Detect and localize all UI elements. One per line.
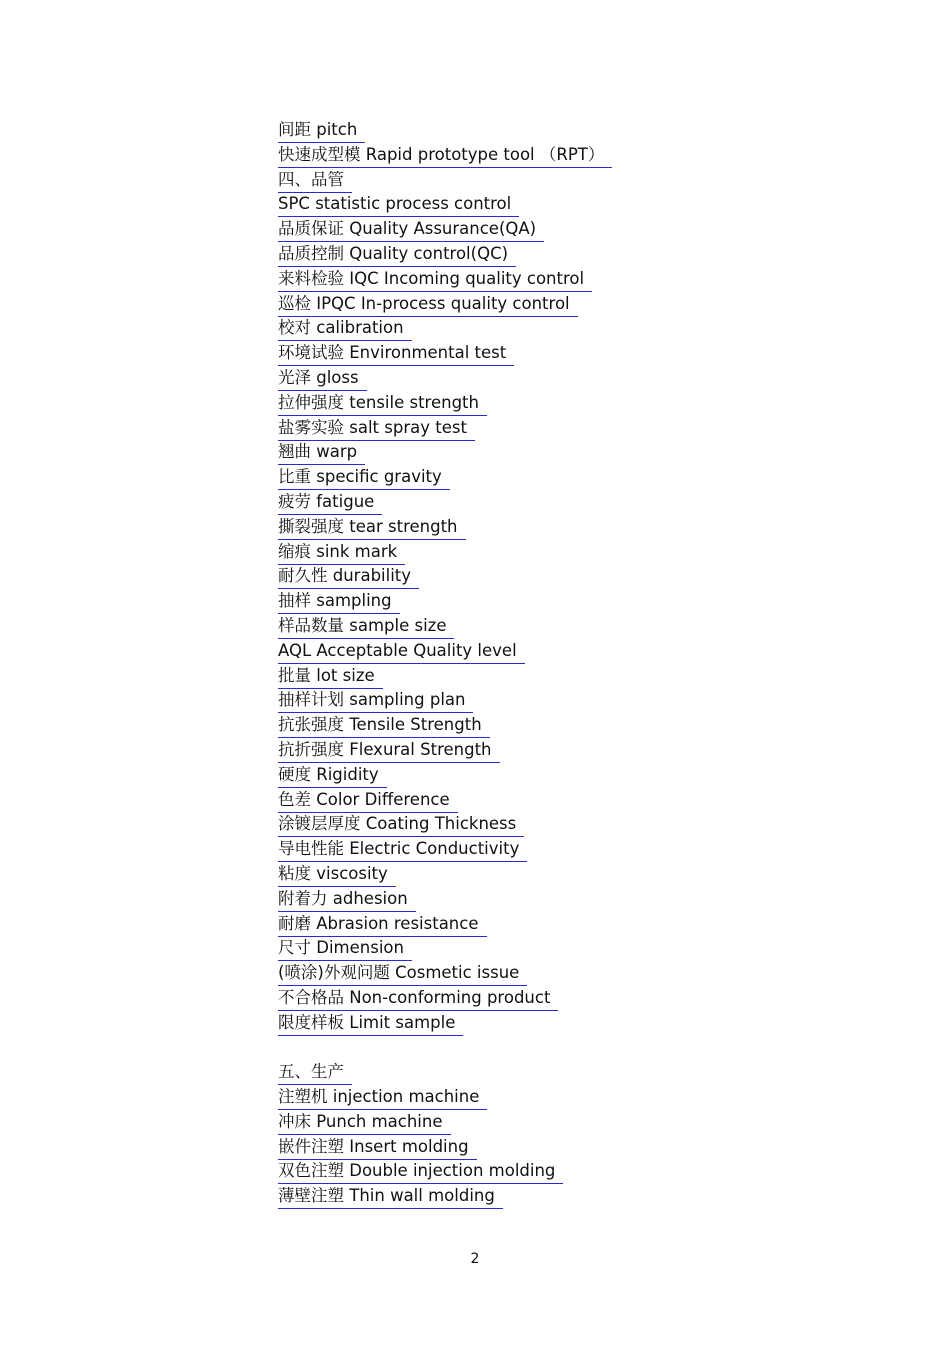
glossary-column xyxy=(278,118,878,1209)
glossary-line xyxy=(278,316,878,341)
glossary-line xyxy=(278,912,878,937)
term: 来料检验 IQC Incoming quality control xyxy=(278,267,592,292)
section-heading xyxy=(278,1060,878,1085)
glossary-line xyxy=(278,1135,878,1160)
glossary-line xyxy=(278,1110,878,1135)
term: 样品数量 sample size xyxy=(278,614,454,639)
term: 双色注塑 Double injection molding xyxy=(278,1159,563,1184)
term: 附着力 adhesion xyxy=(278,887,416,912)
term: 导电性能 Electric Conductivity xyxy=(278,837,527,862)
glossary-line xyxy=(278,416,878,441)
term: 缩痕 sink mark xyxy=(278,540,405,565)
term: 巡检 IPQC In-process quality control xyxy=(278,292,578,317)
glossary-line xyxy=(278,242,878,267)
heading-text: 四、品管 xyxy=(278,168,352,193)
glossary-line xyxy=(278,738,878,763)
term: SPC statistic process control xyxy=(278,192,519,217)
glossary-line xyxy=(278,1085,878,1110)
glossary-line xyxy=(278,961,878,986)
glossary-line xyxy=(278,490,878,515)
glossary-line xyxy=(278,366,878,391)
glossary-line xyxy=(278,1159,878,1184)
term: 盐雾实验 salt spray test xyxy=(278,416,475,441)
term: 抽样计划 sampling plan xyxy=(278,688,473,713)
glossary-line xyxy=(278,887,878,912)
term: 嵌件注塑 Insert molding xyxy=(278,1135,477,1160)
term: 抗张强度 Tensile Strength xyxy=(278,713,490,738)
term: 拉伸强度 tensile strength xyxy=(278,391,487,416)
glossary-line xyxy=(278,986,878,1011)
term: 疲劳 fatigue xyxy=(278,490,382,515)
term: 耐久性 durability xyxy=(278,564,419,589)
glossary-line xyxy=(278,837,878,862)
glossary-line xyxy=(278,118,878,143)
glossary-line xyxy=(278,788,878,813)
term: 快速成型模 Rapid prototype tool （RPT） xyxy=(278,143,612,168)
glossary-line xyxy=(278,862,878,887)
glossary-line xyxy=(278,812,878,837)
term: 硬度 Rigidity xyxy=(278,763,387,788)
glossary-line xyxy=(278,936,878,961)
term: 品质保证 Quality Assurance(QA) xyxy=(278,217,544,242)
page-number: 2 xyxy=(470,1251,480,1267)
glossary-line xyxy=(278,341,878,366)
term: 抽样 sampling xyxy=(278,589,400,614)
glossary-line xyxy=(278,564,878,589)
term: 冲床 Punch machine xyxy=(278,1110,451,1135)
glossary-line xyxy=(278,688,878,713)
term: AQL Acceptable Quality level xyxy=(278,639,525,664)
term: 粘度 viscosity xyxy=(278,862,396,887)
glossary-line xyxy=(278,1184,878,1209)
glossary-line xyxy=(278,515,878,540)
term: 光泽 gloss xyxy=(278,366,367,391)
glossary-line xyxy=(278,664,878,689)
section-heading xyxy=(278,168,878,193)
term: 品质控制 Quality control(QC) xyxy=(278,242,516,267)
term: 校对 calibration xyxy=(278,316,412,341)
glossary-line xyxy=(278,267,878,292)
term: 尺寸 Dimension xyxy=(278,936,412,961)
term: 限度样板 Limit sample xyxy=(278,1011,463,1036)
glossary-line xyxy=(278,465,878,490)
term: 比重 specific gravity xyxy=(278,465,450,490)
term: 撕裂强度 tear strength xyxy=(278,515,466,540)
term: 批量 lot size xyxy=(278,664,383,689)
term: 不合格品 Non-conforming product xyxy=(278,986,558,1011)
term: 薄壁注塑 Thin wall molding xyxy=(278,1184,503,1209)
term: 翘曲 warp xyxy=(278,440,365,465)
glossary-line xyxy=(278,440,878,465)
glossary-line xyxy=(278,713,878,738)
glossary-line xyxy=(278,192,878,217)
glossary-line xyxy=(278,540,878,565)
glossary-line xyxy=(278,639,878,664)
glossary-line xyxy=(278,589,878,614)
heading-text: 五、生产 xyxy=(278,1060,352,1085)
term: 注塑机 injection machine xyxy=(278,1085,487,1110)
term: 间距 pitch xyxy=(278,118,365,143)
term: 耐磨 Abrasion resistance xyxy=(278,912,487,937)
glossary-line xyxy=(278,614,878,639)
term: 涂镀层厚度 Coating Thickness xyxy=(278,812,524,837)
glossary-line xyxy=(278,391,878,416)
glossary-line xyxy=(278,763,878,788)
glossary-line xyxy=(278,1011,878,1036)
term: (喷涂)外观问题 Cosmetic issue xyxy=(278,961,527,986)
section-spacer xyxy=(278,1035,878,1060)
glossary-line xyxy=(278,217,878,242)
term: 环境试验 Environmental test xyxy=(278,341,514,366)
term: 色差 Color Difference xyxy=(278,788,458,813)
glossary-line xyxy=(278,143,878,168)
glossary-line xyxy=(278,292,878,317)
term: 抗折强度 Flexural Strength xyxy=(278,738,500,763)
